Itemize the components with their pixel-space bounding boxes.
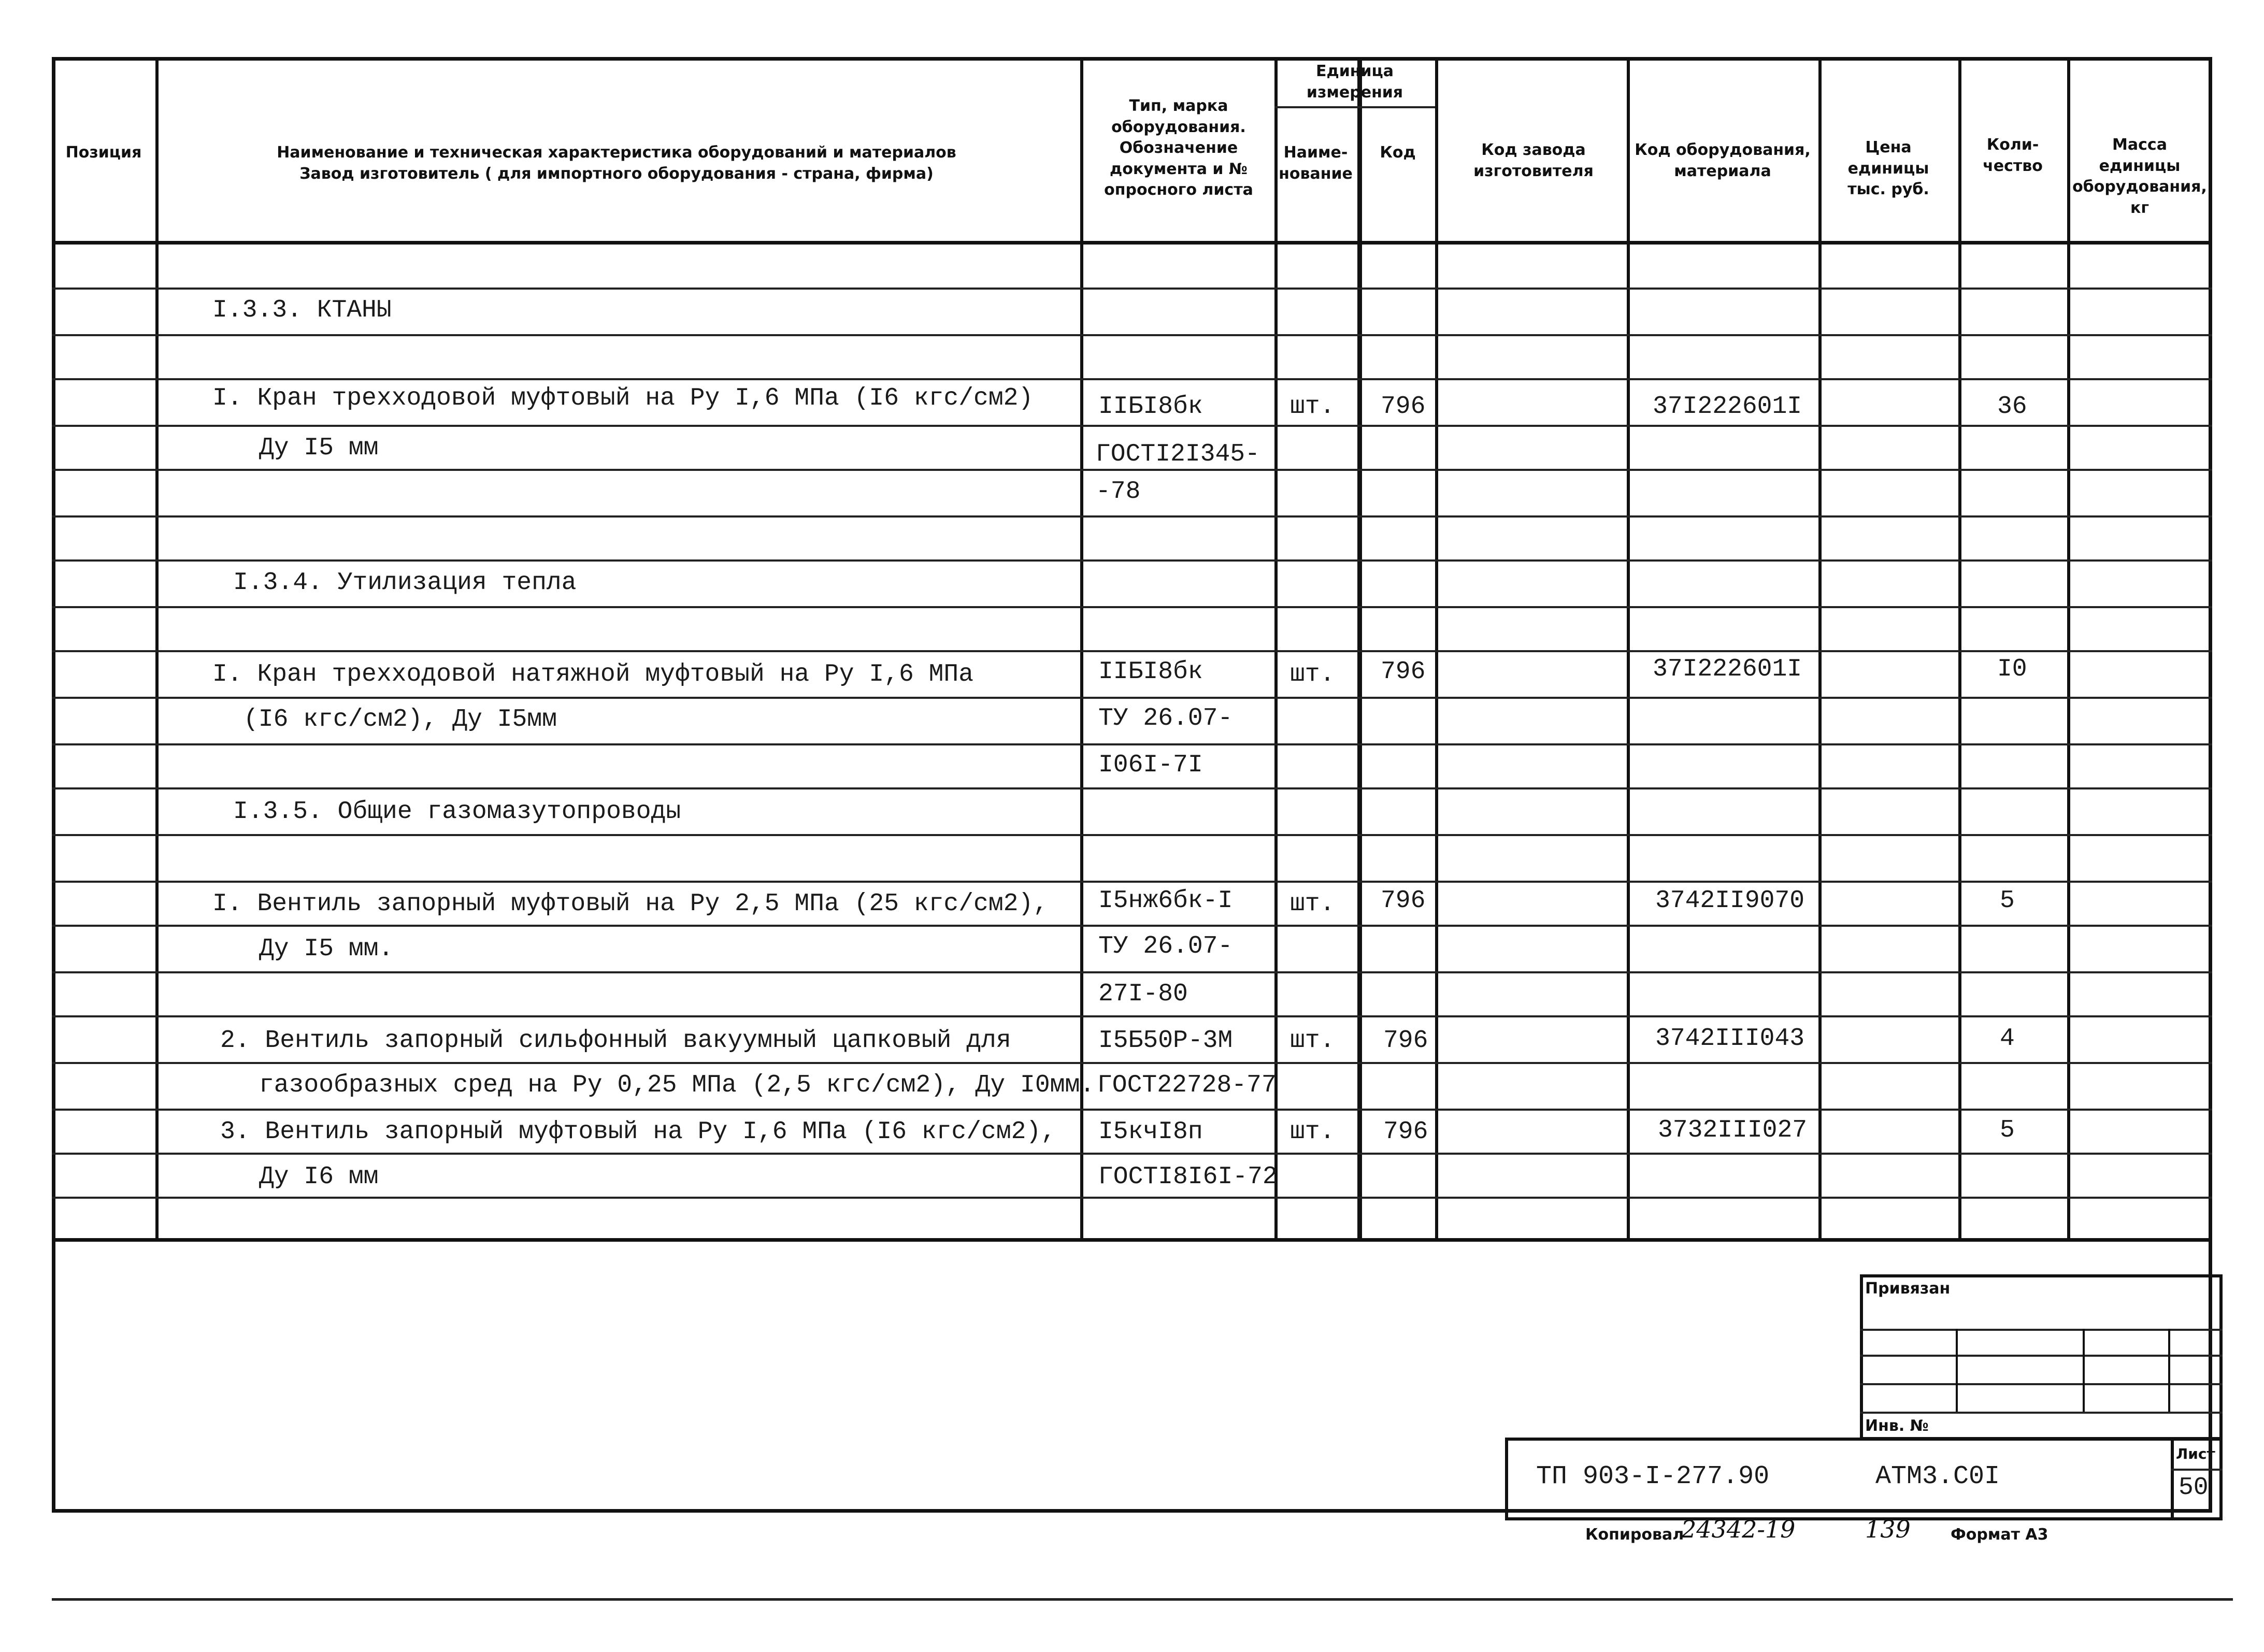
col-divider (2067, 57, 2070, 1238)
row-line (52, 743, 2212, 745)
section-title: I.3.4. Утилизация тепла (233, 569, 577, 597)
row-line (52, 1197, 2212, 1199)
stamp-inv-label: Инв. № (1865, 1417, 1929, 1435)
item-equip-code: 37I222601I (1653, 393, 1802, 421)
footer-copy-seq: 139 (1865, 1515, 1911, 1543)
item-equip-code: 37I222601I (1653, 655, 1802, 683)
unit-group-line (1274, 106, 1435, 108)
stamp-divider (2083, 1329, 2085, 1412)
item-unit-code: 796 (1383, 1118, 1428, 1146)
item-equip-code: 3742II9070 (1655, 887, 1805, 915)
row-line (52, 834, 2212, 836)
item-type: I06I-7I (1098, 751, 1203, 779)
stamp-divider (2171, 1438, 2174, 1520)
stamp-doc-code: ТП 903-I-277.90 (1536, 1462, 1770, 1491)
item-name: I. Кран трехходовой натяжной муфтовый на Ру I,6 МПа (212, 660, 974, 688)
row-line (52, 1109, 2212, 1111)
item-type: ТУ 26.07- (1098, 705, 1233, 732)
footer-copied-label: Копировал (1585, 1526, 1684, 1544)
header-type: Тип, марка оборудования. Обозначение документа и № опросного листа (1104, 97, 1253, 199)
item-qty: 5 (2000, 887, 2015, 915)
col-divider (1274, 57, 1278, 1238)
item-type: I5кчI8п (1098, 1118, 1203, 1146)
item-name: 3. Вентиль запорный муфтовый на Ру I,6 МПа (I6 кгс/см2), (220, 1118, 1056, 1146)
item-unit: шт. (1290, 1027, 1335, 1055)
stamp-attached-label: Привязан (1865, 1280, 1951, 1298)
item-type: ГОСТ22728-77 (1097, 1071, 1277, 1099)
stamp-mark: АТМ3.С0I (1875, 1462, 2000, 1491)
item-qty: 5 (2000, 1116, 2015, 1144)
header-mass: Масса единицы оборудования, кг (2072, 136, 2207, 217)
header-position: Позиция (65, 143, 142, 162)
stamp-sheet-label: Лист (2176, 1445, 2215, 1462)
item-name: (I6 кгс/см2), Ду I5мм (243, 706, 557, 734)
row-line (52, 650, 2212, 652)
header-plant-code: Код завода изготовителя (1473, 141, 1594, 180)
header-unit-code: Код (1380, 143, 1416, 162)
section-title: I.3.5. Общие газомазутопроводы (233, 798, 681, 826)
row-line (52, 1153, 2212, 1155)
item-unit: шт. (1290, 393, 1335, 421)
col-divider (1357, 57, 1362, 1238)
row-line (52, 515, 2212, 518)
row-line (52, 378, 2212, 380)
item-type: I5Б50Р-3М (1098, 1027, 1233, 1055)
row-line (52, 288, 2212, 290)
row-line (52, 1062, 2212, 1064)
header-name: Наименование и техническая характеристика оборудований и материалов Завод изготовитель ( для импортного оборудования - страна, фирма) (277, 143, 956, 183)
stamp-line (1860, 1412, 2223, 1414)
stamp-divider (1956, 1329, 1958, 1412)
item-qty: 4 (2000, 1025, 2015, 1053)
row-line (52, 881, 2212, 883)
item-unit: шт. (1290, 1118, 1335, 1146)
footer-copy-number: 24342-19 (1681, 1515, 1796, 1543)
row-line (52, 469, 2212, 471)
col-divider (1958, 57, 1961, 1238)
item-unit-code: 796 (1381, 887, 1426, 915)
row-line (52, 787, 2212, 789)
item-unit: шт. (1290, 660, 1335, 688)
col-divider (1080, 57, 1083, 1238)
header-qty: Коли- чество (1983, 136, 2043, 175)
row-line (52, 697, 2212, 699)
row-line (52, 606, 2212, 608)
col-divider (1627, 57, 1630, 1238)
item-unit-code: 796 (1381, 658, 1426, 686)
item-equip-code: 3742III043 (1655, 1025, 1805, 1053)
item-equip-code: 3732III027 (1658, 1116, 1808, 1144)
item-name: 2. Вентиль запорный сильфонный вакуумный цапковый для (220, 1027, 1011, 1055)
item-name: газообразных сред на Ру 0,25 МПа (2,5 кгс/см2), Ду I0мм. (259, 1071, 1095, 1099)
trim-line (52, 1598, 2233, 1601)
item-unit: шт. (1290, 890, 1335, 918)
stamp-line (2171, 1469, 2223, 1471)
col-divider (1435, 57, 1438, 1238)
item-name: I. Кран трехходовой муфтовый на Ру I,6 МПа (I6 кгс/см2) (212, 384, 1034, 412)
header-price: Цена единицы тыс. руб. (1847, 138, 1929, 198)
item-type: -78 (1096, 478, 1141, 506)
item-name: Ду I5 мм. (259, 935, 394, 963)
item-unit-code: 796 (1383, 1027, 1428, 1055)
item-name: Ду I5 мм (259, 434, 379, 462)
item-qty: 36 (1997, 393, 2027, 421)
item-type: ГОСТI2I345- (1096, 440, 1260, 468)
header-bottom-line (52, 241, 2212, 245)
item-type: I5нж6бк-I (1098, 887, 1233, 915)
row-line (52, 559, 2212, 562)
item-name: I. Вентиль запорный муфтовый на Ру 2,5 МПа (25 кгс/см2), (212, 890, 1049, 918)
footer-format: Формат А3 (1951, 1526, 2048, 1544)
item-type: IIБI8бк (1098, 658, 1203, 686)
table-bottom-line (52, 1238, 2212, 1242)
header-unit-name: Наиме- нование (1279, 143, 1353, 183)
header-equip-code: Код оборудования, материала (1635, 141, 1811, 180)
stamp-divider (2168, 1329, 2170, 1412)
col-divider (1818, 57, 1822, 1238)
section-title: I.3.3. КТАНЫ (212, 296, 392, 324)
item-type: 27I-80 (1098, 980, 1188, 1008)
item-type: ТУ 26.07- (1098, 932, 1233, 960)
row-line (52, 425, 2212, 427)
row-line (52, 971, 2212, 973)
stamp-sheet-number: 50 (2179, 1474, 2209, 1502)
row-line (52, 334, 2212, 336)
item-name: Ду I6 мм (259, 1163, 379, 1191)
item-qty: I0 (1997, 655, 2027, 683)
header-unit-group: Единица измерения (1306, 62, 1403, 102)
item-type: ГОСТI8I6I-72 (1098, 1163, 1278, 1191)
col-divider (155, 57, 159, 1238)
row-line (52, 925, 2212, 927)
row-line (52, 1015, 2212, 1017)
item-type: IIБI8бк (1098, 393, 1203, 421)
item-unit-code: 796 (1381, 393, 1426, 421)
